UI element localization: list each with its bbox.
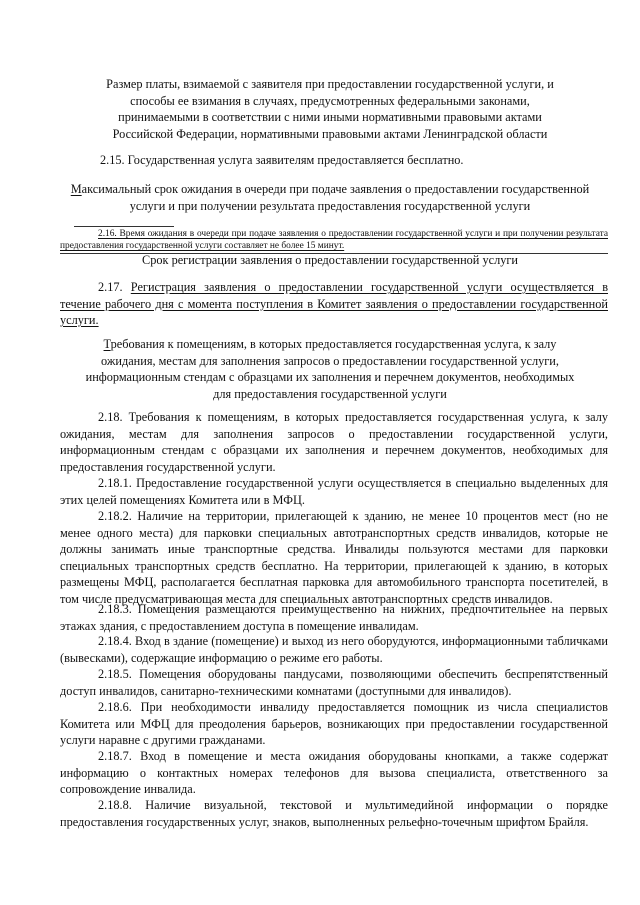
paragraph-2-18: 2.18. Требования к помещениям, в которых предоставляется государственная услуга, к залу ожидания, местам для заполнения запросов о предоставлении государственной услуги, информационным стендам с образцами их заполнения и перечнем документов, необходимых для предоставления государственной услуги.: [60, 410, 608, 474]
premises-heading: [76, 336, 584, 402]
waiting-heading-text: аксимальный срок ожидания в очереди при подаче заявления о предоставлении государственной услуги и при получении результата предоставления государственной услуги: [81, 182, 590, 213]
heading-initial-letter: М: [70, 182, 82, 196]
registration-heading: Срок регистрации заявления о предоставлении государственной услуги: [142, 253, 518, 267]
paragraph-2-18-6: 2.18.6. При необходимости инвалиду предоставляется помощник из числа специалистов Комитета или МФЦ для преодоления барьеров, возникающих при предоставлении государственной услуги наравне с другими гражданами.: [60, 700, 608, 747]
paragraph-2-17: [60, 279, 608, 329]
paragraph-2-18-3: 2.18.3. Помещения размещаются преимущественно на нижних, предпочтительнее на первых этажах здания, с предоставлением доступа в помещение инвалидам.: [60, 602, 608, 633]
fee-heading: Размер платы, взимаемой с заявителя при предоставлении государственной услуги, и способы ее взимания в случаях, предусмотренных федеральными законами, принимаемыми в соответствии с ними иными нормативными правовыми актами Российской Федерации, нормативными правовыми актами Ленинградской области: [106, 77, 554, 141]
paragraph-2-17-text: Регистрация заявления о предоставлении государственной услуги осуществляется в течение рабочего дня с момента поступления в Комитет заявления о предоставлении государственной услуги.: [60, 280, 608, 327]
paragraph-2-18-5: 2.18.5. Помещения оборудованы пандусами, позволяющими обеспечить беспрепятственный доступ инвалидов, санитарно-техническими комнатами (доступными для инвалидов).: [60, 667, 608, 698]
paragraph-2-18-4: 2.18.4. Вход в здание (помещение) и выход из него оборудуются, информационными табличками (вывесками), содержащие информацию о режиме его работы.: [60, 634, 608, 665]
premises-heading-text: ребования к помещениям, в которых предоставляется государственная услуга, к залу ожидания, местам для заполнения запросов о предоставлении государственной услуги, информационным стендам с образцами их заполнения и перечнем документов, необходимых для предоставления государственной услуги: [85, 337, 575, 401]
paragraph-2-17-number: 2.17.: [98, 280, 131, 294]
paragraph-2-18-8: 2.18.8. Наличие визуальной, текстовой и мультимедийной информации о порядке предоставления государственных услуг, знаков, выполненных рельефно-точечным шрифтом Брайля.: [60, 798, 608, 829]
divider-top: [74, 226, 174, 227]
premises-heading-initial: Т: [103, 337, 111, 351]
waiting-heading: [60, 181, 600, 214]
paragraph-2-15: 2.15. Государственная услуга заявителям предоставляется бесплатно.: [100, 153, 464, 167]
paragraph-2-18-1: 2.18.1. Предоставление государственной услуги осуществляется в специально выделенных для этих целей помещениях Комитета или в МФЦ.: [60, 476, 608, 507]
paragraph-2-18-2: 2.18.2. Наличие на территории, прилегающей к зданию, не менее 10 процентов мест (но не менее одного места) для парковки специальных автотранспортных средств инвалидов, которые не должны занимать иные транспортные средства. Инвалиды пользуются местами для парковки специальных транспортных средств бесплатно. На территории, прилегающей к зданию, в которых размещены МФЦ, располагается бесплатная парковка для автомобильного транспорта посетителей, в том числе предусматривающая места для специальных автотранспортных средств инвалидов.: [60, 509, 608, 606]
paragraph-2-18-7: 2.18.7. Вход в помещение и места ожидания оборудованы кнопками, а также содержат информацию о контактных номерах телефонов для вызова специалиста, ответственного за сопровождение инвалида.: [60, 749, 608, 796]
paragraph-2-16: 2.16. Время ожидания в очереди при подаче заявления о предоставлении государственной услуги и при получении результата предоставления государственной услуги составляет не более 15 минут.: [60, 229, 608, 251]
